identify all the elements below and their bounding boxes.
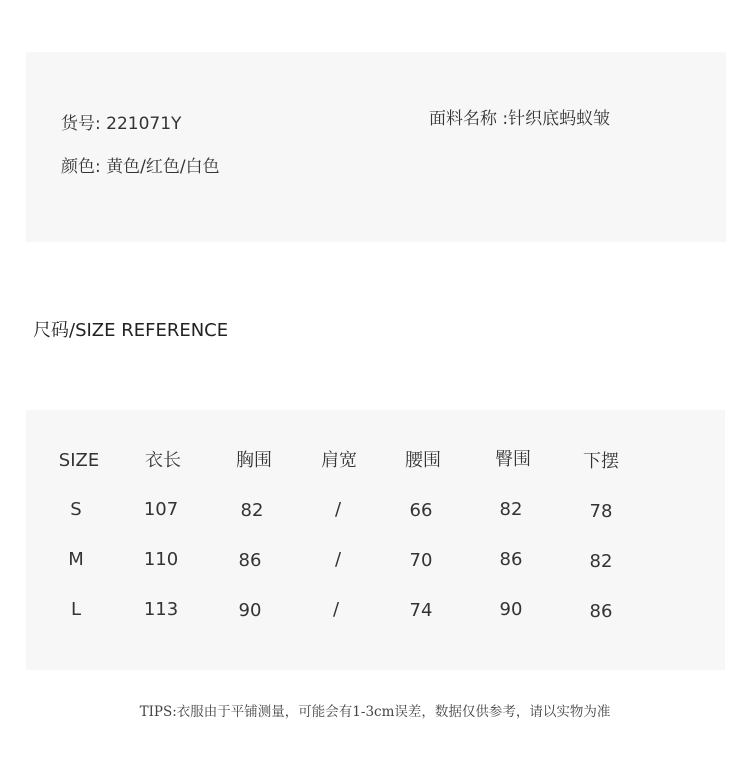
row-hem: 86 <box>589 601 613 622</box>
row-size: S <box>70 499 82 520</box>
fabric-name: 面料名称 :针织底蚂蚁皱 <box>429 109 611 129</box>
row-length: 107 <box>143 499 179 520</box>
row-hip: 82 <box>499 499 523 520</box>
product-info-panel <box>26 52 726 242</box>
row-hem: 78 <box>589 501 613 522</box>
row-length: 110 <box>143 549 179 570</box>
measurement-tips: TIPS:衣服由于平铺测量，可能会有1-3cm误差，数据仅供参考，请以实物为准 <box>139 704 611 720</box>
row-waist: 74 <box>409 600 433 621</box>
row-chest: 90 <box>238 600 262 621</box>
header-hem: 下摆 <box>583 451 619 472</box>
row-hip: 86 <box>499 549 523 570</box>
row-chest: 86 <box>238 550 262 571</box>
row-size: L <box>70 599 82 620</box>
header-chest: 胸围 <box>236 450 272 471</box>
row-shoulder: / <box>332 599 340 620</box>
size-reference-title: 尺码/SIZE REFERENCE <box>33 320 229 341</box>
header-hip: 臀围 <box>495 449 531 470</box>
header-length: 衣长 <box>145 450 181 471</box>
size-table <box>26 410 725 670</box>
row-chest: 82 <box>240 500 264 521</box>
row-waist: 66 <box>409 500 433 521</box>
row-shoulder: / <box>334 549 342 570</box>
color-options: 颜色: 黄色/红色/白色 <box>61 157 220 177</box>
header-waist: 腰围 <box>405 450 441 471</box>
header-shoulder: 肩宽 <box>321 450 357 471</box>
row-length: 113 <box>143 599 179 620</box>
item-number: 货号: 221071Y <box>61 114 182 134</box>
row-size: M <box>68 549 84 570</box>
row-shoulder: / <box>334 499 342 520</box>
row-hem: 82 <box>589 551 613 572</box>
row-waist: 70 <box>409 550 433 571</box>
row-hip: 90 <box>499 599 523 620</box>
header-size: SIZE <box>58 450 100 471</box>
